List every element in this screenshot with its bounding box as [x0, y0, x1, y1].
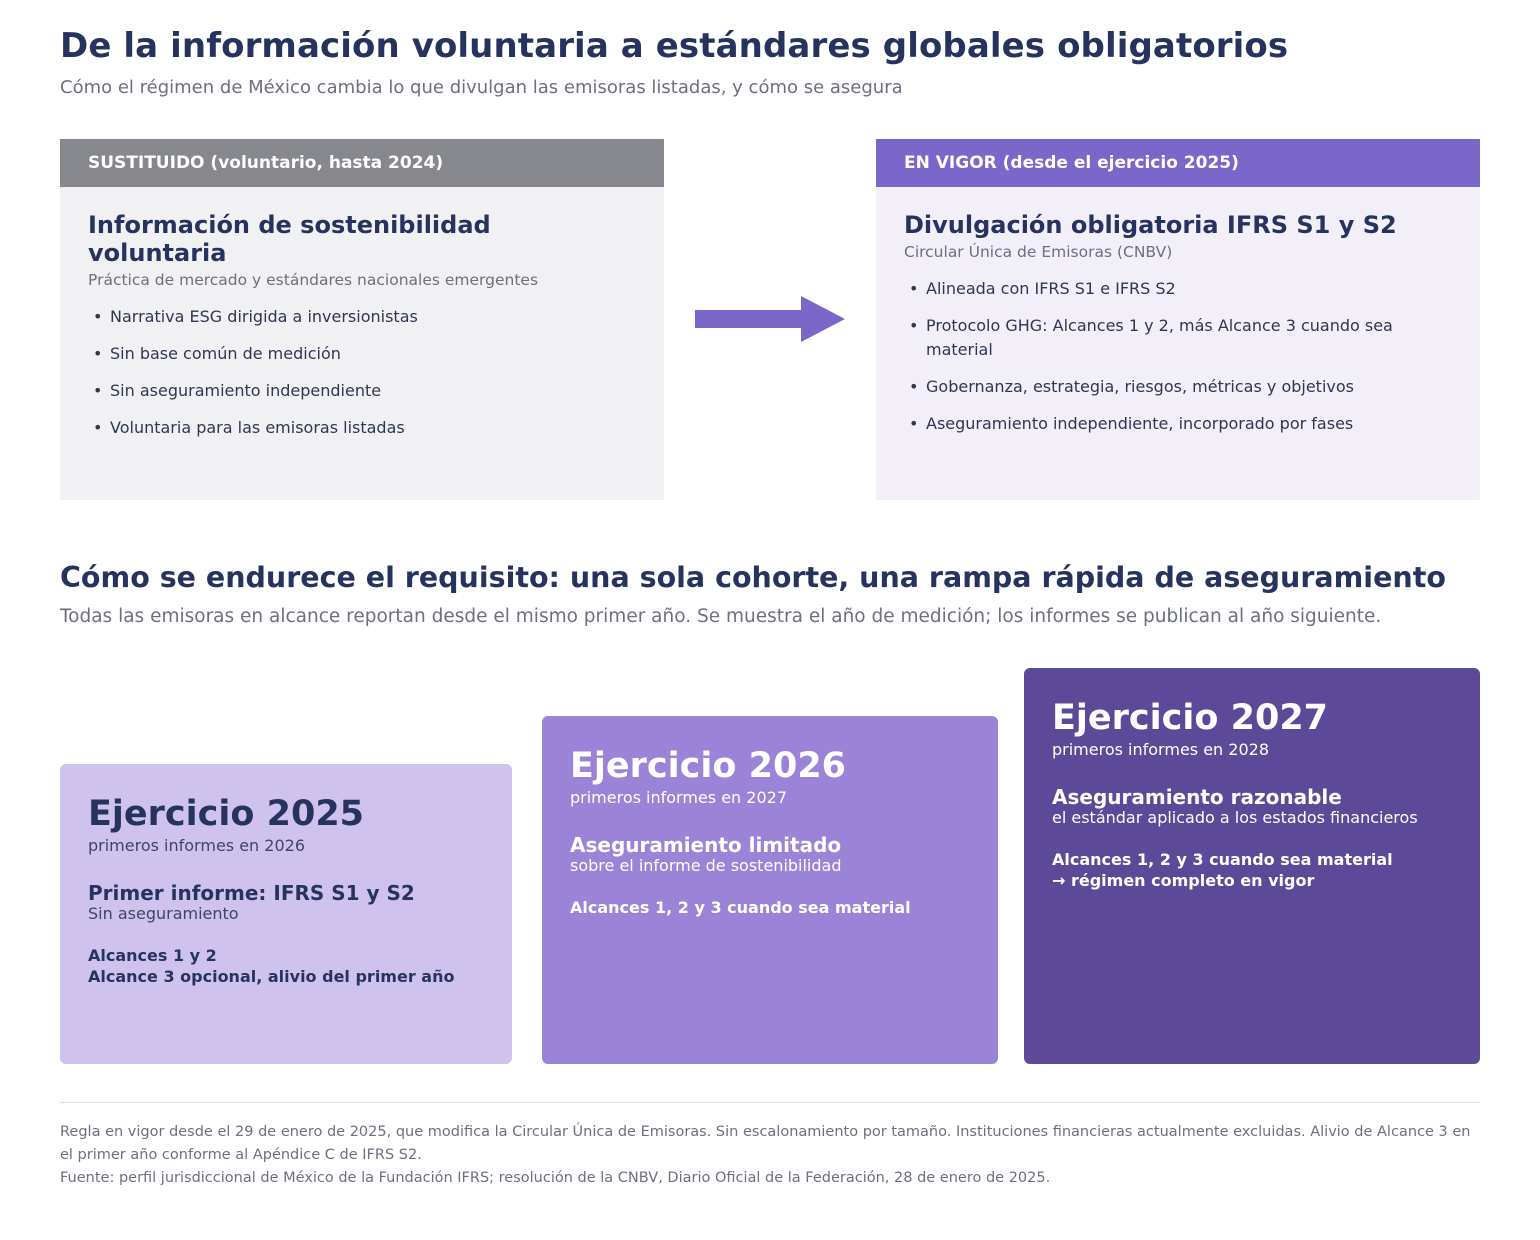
step-assurance-note: sobre el informe de sostenibilidad [570, 856, 842, 875]
step-assurance-level: Aseguramiento razonable [1052, 785, 1342, 809]
in-force-list [904, 277, 1452, 436]
step-card-2026 [542, 716, 998, 1064]
list-item [904, 277, 1452, 301]
step-scope-line: Alcances 1 y 2 [88, 946, 217, 965]
superseded-heading: Información de sostenibilidad voluntaria [88, 211, 491, 267]
superseded-caption: Práctica de mercado y estándares nacionales emergentes [88, 271, 539, 289]
ramp-subtitle: Todas las emisoras en alcance reportan desde el mismo primer año. Se muestra el año de medición; los informes se publican al año siguiente. [60, 606, 1382, 627]
in-force-heading: Divulgación obligatoria IFRS S1 y S2 [904, 211, 1397, 239]
step-scope-line: Alcances 1, 2 y 3 cuando sea material [570, 898, 911, 917]
superseded-list [88, 305, 636, 440]
source-text: Fuente: perfil jurisdiccional de México de la Fundación IFRS; resolución de la CNBV, Diario Oficial de la Federación, 28 de enero de 2025. [60, 1170, 1051, 1186]
step-scope [570, 897, 970, 918]
step-assurance-note: el estándar aplicado a los estados financieros [1052, 808, 1418, 827]
ramp-title: Cómo se endurece el requisito: una sola cohorte, una rampa rápida de aseguramiento [60, 561, 1446, 594]
bullet-icon: • [909, 377, 919, 396]
list-item [88, 342, 636, 366]
superseded-panel-header: SUSTITUIDO (voluntario, hasta 2024) [60, 139, 664, 187]
bullet-icon: • [909, 414, 919, 433]
bullet-icon: • [909, 316, 919, 335]
page-subtitle: Cómo el régimen de México cambia lo que divulgan las emisoras listadas, y cómo se asegura [60, 77, 903, 98]
bullet-icon: • [93, 307, 103, 326]
list-item [88, 416, 636, 440]
bullet-icon: • [93, 381, 103, 400]
step-year: Ejercicio 2027 [1052, 698, 1329, 738]
step-scope-line: → régimen completo en vigor [1052, 871, 1315, 890]
right-arrow-icon [694, 295, 846, 343]
list-item [904, 314, 1452, 362]
footer-divider [60, 1102, 1480, 1103]
step-assurance-level: Aseguramiento limitado [570, 833, 842, 857]
step-first-reports: primeros informes en 2027 [570, 788, 787, 807]
list-item [88, 379, 636, 403]
step-scope [1052, 849, 1452, 891]
footnote [60, 1121, 1480, 1190]
in-force-panel-header: EN VIGOR (desde el ejercicio 2025) [876, 139, 1480, 187]
list-item [88, 305, 636, 329]
step-card-2025 [60, 764, 512, 1064]
footnote-text: Regla en vigor desde el 29 de enero de 2025, que modifica la Circular Única de Emisoras. Sin escalonamiento por tamaño. Instituciones financieras actualmente excluidas. Alivio de Alcance 3 en el primer año conforme al Apéndice C de IFRS S2. [60, 1124, 1471, 1163]
arrow-shape [695, 296, 845, 342]
step-assurance-note: Sin aseguramiento [88, 904, 239, 923]
step-year: Ejercicio 2025 [88, 794, 365, 834]
list-item-text: Protocolo GHG: Alcances 1 y 2, más Alcance 3 cuando sea material [926, 316, 1393, 359]
step-scope-line: Alcance 3 opcional, alivio del primer año [88, 967, 455, 986]
in-force-panel [876, 139, 1480, 500]
superseded-panel [60, 139, 664, 500]
step-card-2027 [1024, 668, 1480, 1064]
list-item-text: Narrativa ESG dirigida a inversionistas [110, 307, 418, 326]
list-item [904, 375, 1452, 399]
bullet-icon: • [93, 344, 103, 363]
list-item-text: Sin aseguramiento independiente [110, 381, 382, 400]
list-item-text: Aseguramiento independiente, incorporado por fases [926, 414, 1354, 433]
step-first-reports: primeros informes en 2026 [88, 836, 305, 855]
in-force-caption: Circular Única de Emisoras (CNBV) [904, 243, 1173, 261]
bullet-icon: • [93, 418, 103, 437]
list-item-text: Sin base común de medición [110, 344, 341, 363]
list-item-text: Voluntaria para las emisoras listadas [110, 418, 405, 437]
step-scope-line: Alcances 1, 2 y 3 cuando sea material [1052, 850, 1393, 869]
step-scope [88, 945, 484, 987]
bullet-icon: • [909, 279, 919, 298]
step-assurance-level: Primer informe: IFRS S1 y S2 [88, 881, 415, 905]
list-item-text: Alineada con IFRS S1 e IFRS S2 [926, 279, 1176, 298]
page-title: De la información voluntaria a estándares globales obligatorios [60, 26, 1289, 66]
step-year: Ejercicio 2026 [570, 746, 847, 786]
list-item [904, 412, 1452, 436]
step-first-reports: primeros informes en 2028 [1052, 740, 1269, 759]
list-item-text: Gobernanza, estrategia, riesgos, métricas y objetivos [926, 377, 1354, 396]
